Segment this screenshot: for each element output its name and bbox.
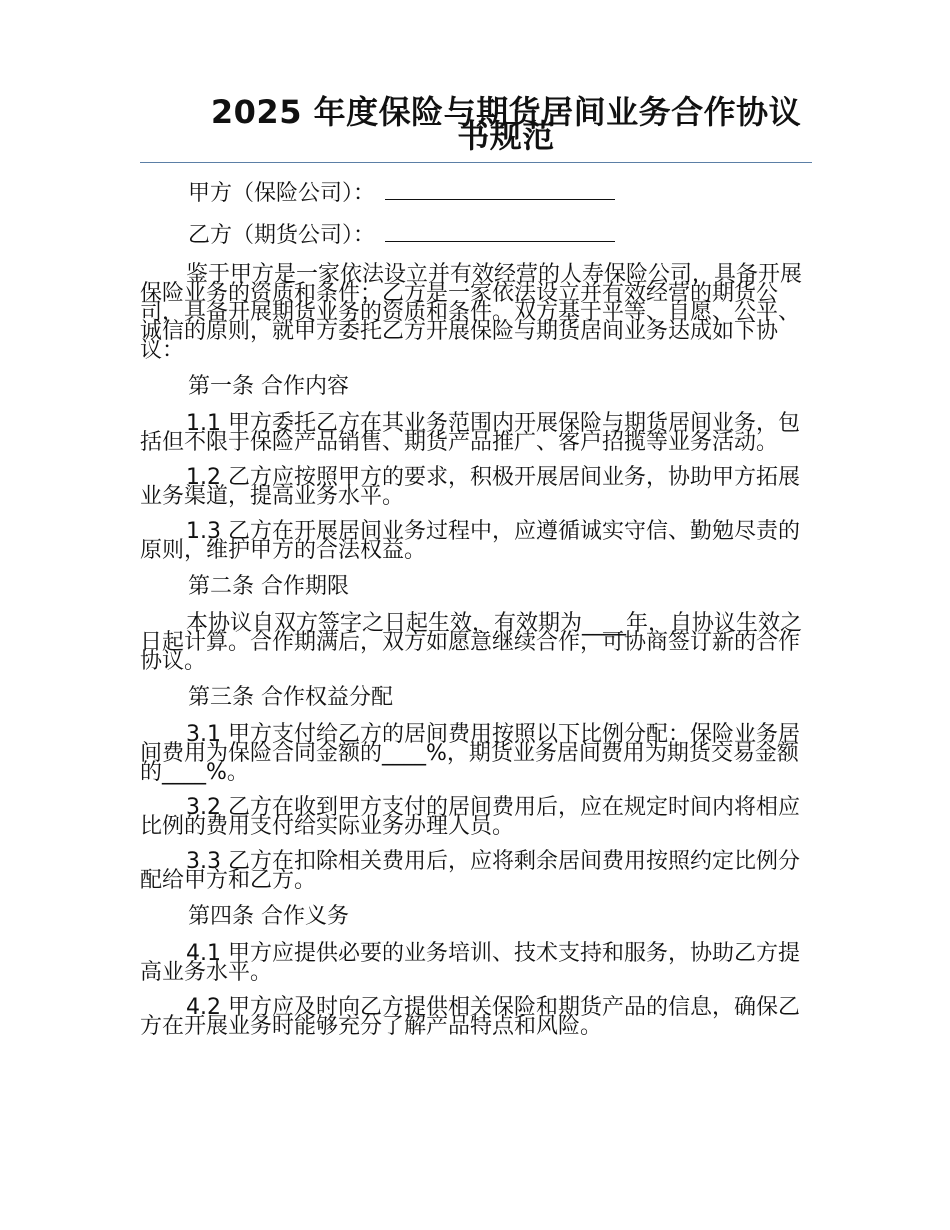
clause-3-3: 3.3 乙方在扣除相关费用后，应将剩余居间费用按照约定比例分配给甲方和乙方。	[140, 849, 800, 893]
section-heading-1: 第一条 合作内容	[188, 374, 349, 399]
section-heading-4: 第四条 合作义务	[188, 904, 349, 929]
clause-2-1: 本协议自双方签字之日起生效，有效期为____年，自协议生效之日起计算。合作期满后，双方如愿意继续合作，可协商签订新的合作协议。	[140, 611, 803, 674]
document-page	[140, 93, 812, 1052]
clause-4-1: 4.1 甲方应提供必要的业务培训、技术支持和服务，协助乙方提高业务水平。	[140, 941, 800, 985]
party-a-label: 甲方（保险公司）：	[188, 181, 376, 206]
clause-3-1: 3.1 甲方支付给乙方的居间费用按照以下比例分配：保险业务居间费用为保险合同金额的____%，期货业务居间费用为期货交易金额的____%。	[140, 722, 800, 785]
preamble: 鉴于甲方是一家依法设立并有效经营的人寿保险公司，具备开展保险业务的资质和条件；乙方是一家依法设立并有效经营的期货公司，具备开展期货业务的资质和条件。双方基于平等、自愿、公平、诚信的原则，就甲方委托乙方开展保险与期货居间业务达成如下协议：	[140, 262, 803, 363]
party-a-line	[140, 181, 812, 205]
title-divider	[140, 162, 812, 163]
section-heading-3: 第三条 合作权益分配	[188, 685, 393, 710]
clause-1-3: 1.3 乙方在开展居间业务过程中，应遵循诚实守信、勤勉尽责的原则，维护甲方的合法权益。	[140, 519, 800, 563]
party-a-blank	[385, 181, 615, 200]
clause-4-2: 4.2 甲方应及时向乙方提供相关保险和期货产品的信息，确保乙方在开展业务时能够充分了解产品特点和风险。	[140, 995, 800, 1039]
section-heading-2: 第二条 合作期限	[188, 574, 349, 599]
clause-1-1: 1.1 甲方委托乙方在其业务范围内开展保险与期货居间业务，包括但不限于保险产品销售、期货产品推广、客户招揽等业务活动。	[140, 411, 800, 455]
party-b-line	[140, 223, 812, 247]
clause-3-2: 3.2 乙方在收到甲方支付的居间费用后，应在规定时间内将相应比例的费用支付给实际业务办理人员。	[140, 795, 800, 839]
clause-1-2: 1.2 乙方应按照甲方的要求，积极开展居间业务，协助甲方拓展业务渠道，提高业务水平。	[140, 465, 800, 509]
party-b-blank	[385, 223, 615, 242]
party-b-label: 乙方（期货公司）：	[188, 223, 376, 248]
document-title: 2025 年度保险与期货居间业务合作协议书规范	[210, 93, 802, 155]
